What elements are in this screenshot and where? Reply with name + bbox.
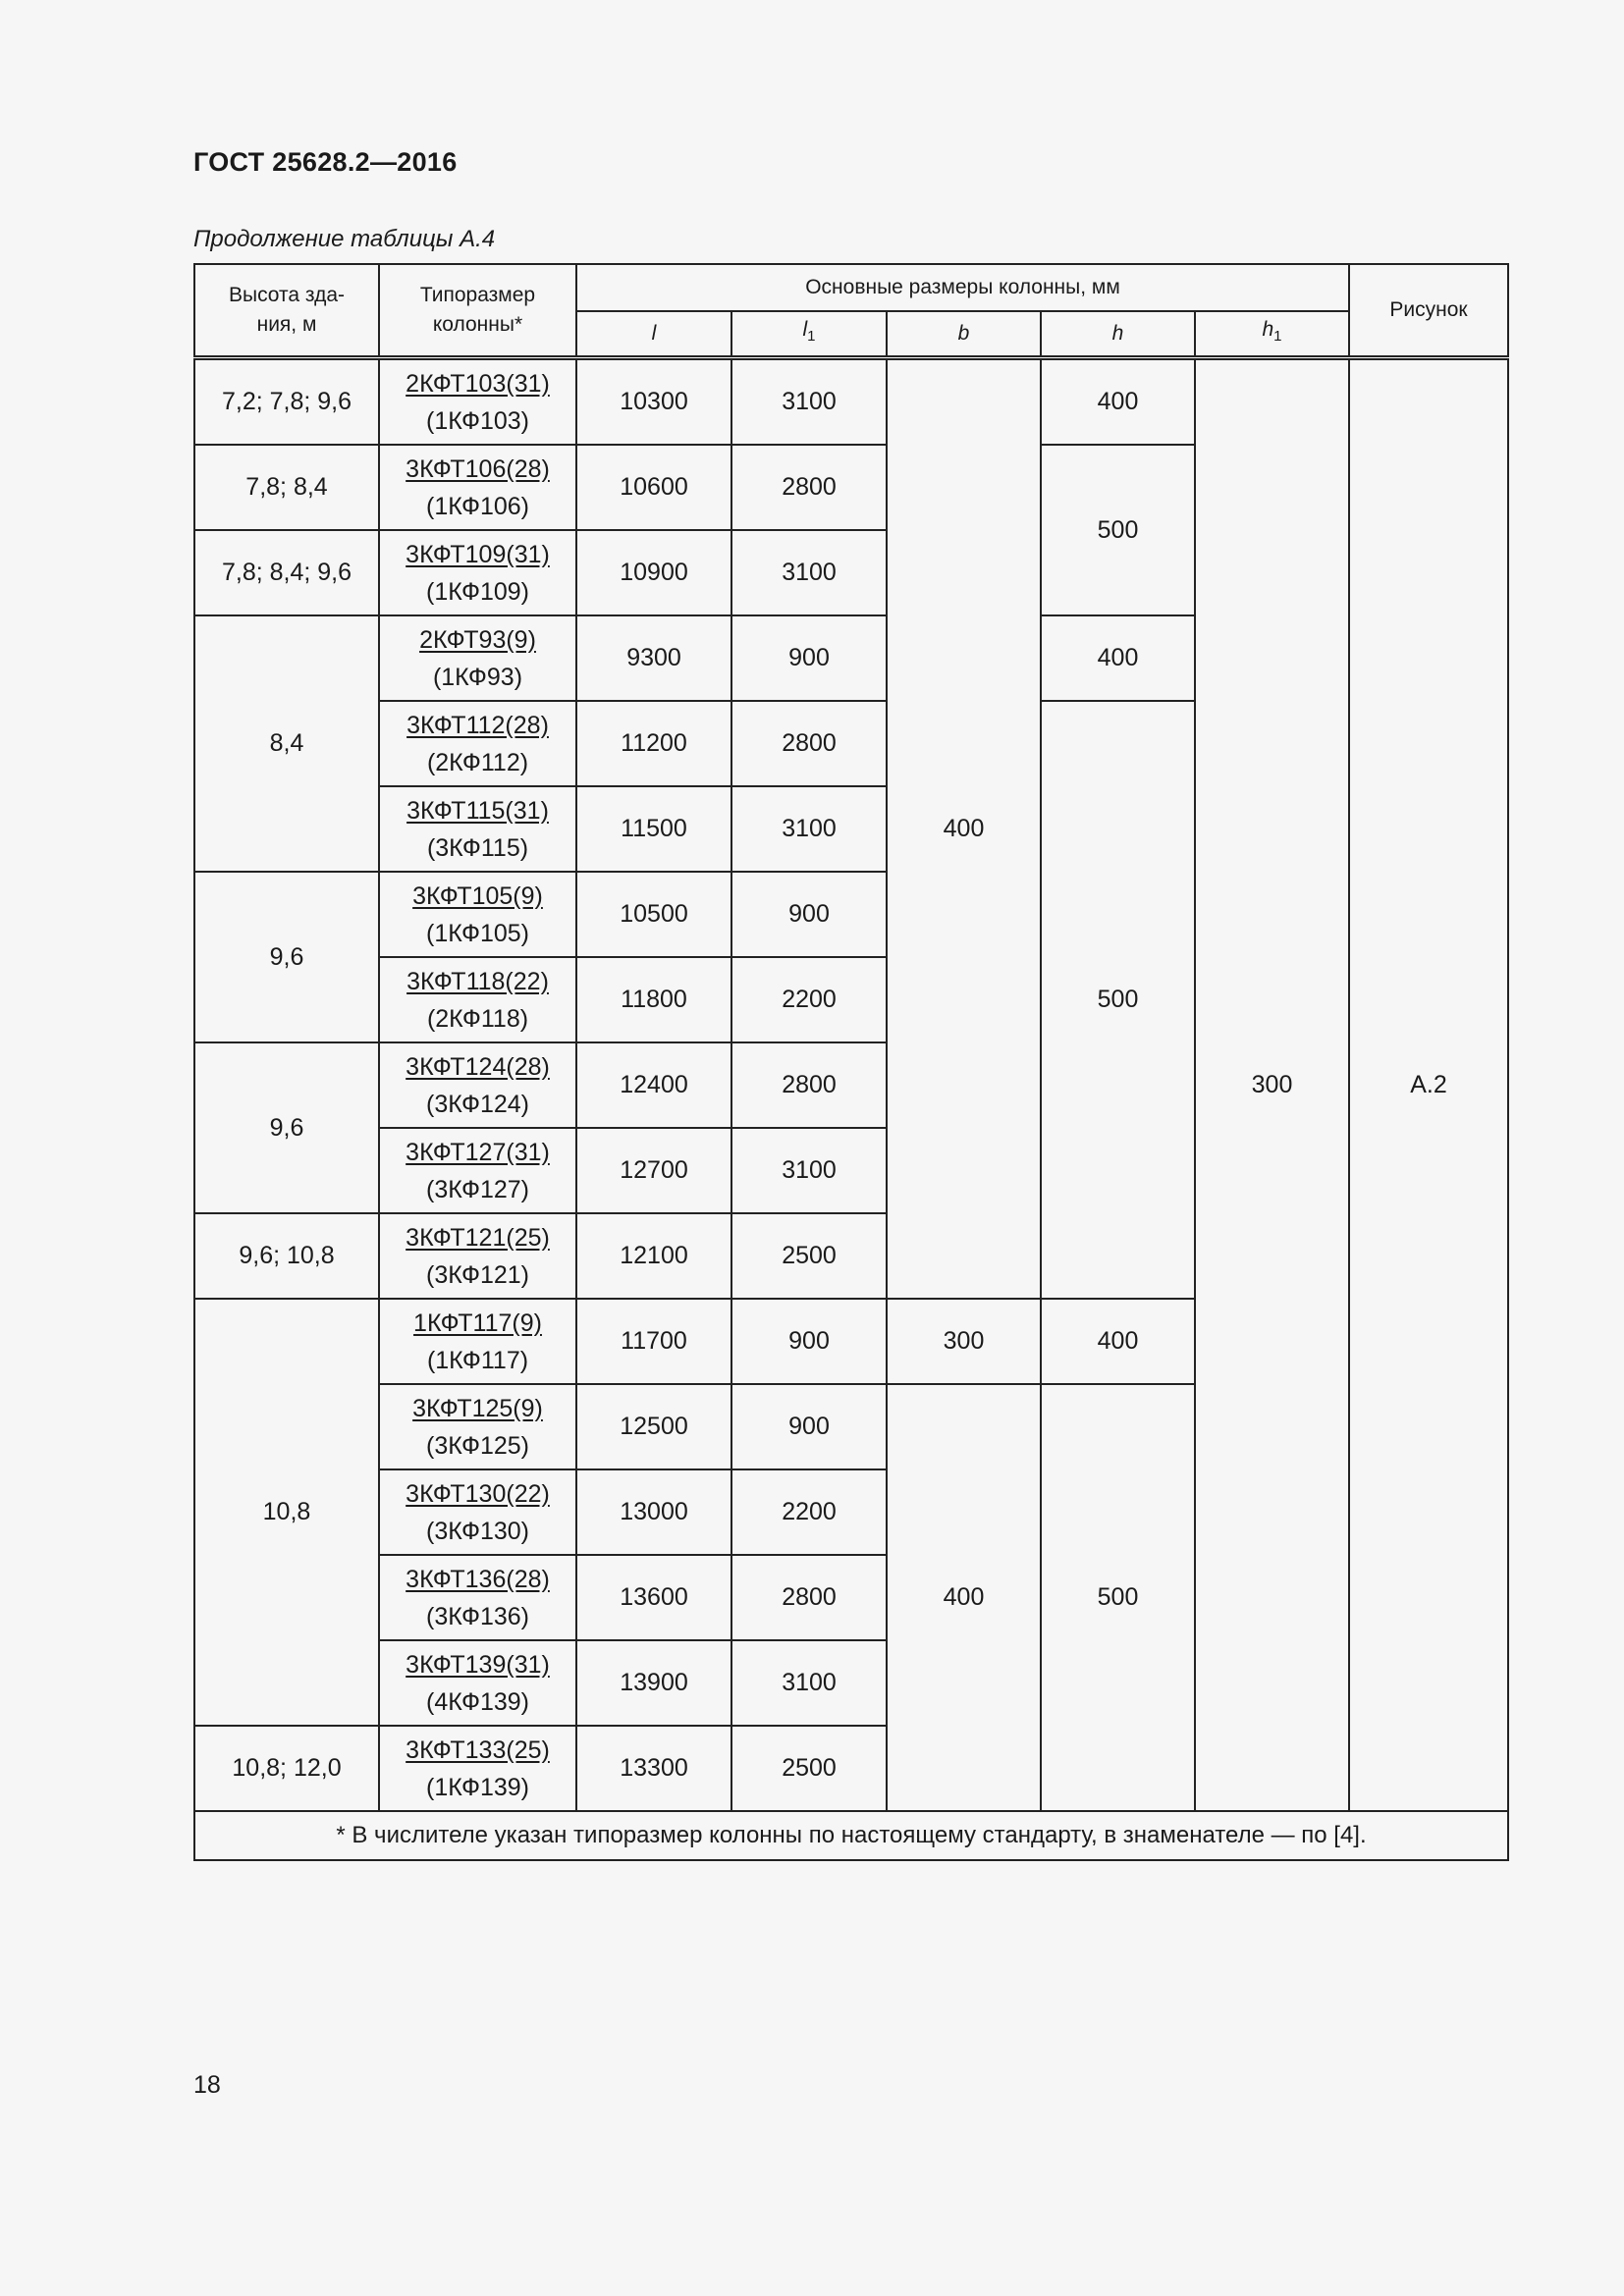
header-l: l — [576, 311, 731, 358]
l1-cell: 2200 — [731, 957, 887, 1042]
height-cell: 7,8; 8,4 — [194, 445, 379, 530]
header-h1: $h_1$ — [1195, 311, 1349, 358]
size-cell: 3КФТ121(25) (3КФ121) — [379, 1213, 576, 1299]
height-cell: 9,6; 10,8 — [194, 1213, 379, 1299]
l-cell: 11200 — [576, 701, 731, 786]
l1-cell: 3100 — [731, 1640, 887, 1726]
height-cell: 8,4 — [194, 615, 379, 872]
l-cell: 13300 — [576, 1726, 731, 1811]
header-figure: Рисунок — [1349, 264, 1508, 358]
b-cell: 300 — [887, 1299, 1041, 1384]
size-cell: 2КФТ103(31) (1КФ103) — [379, 358, 576, 446]
l1-cell: 2500 — [731, 1726, 887, 1811]
l1-cell: 2800 — [731, 445, 887, 530]
l-cell: 9300 — [576, 615, 731, 701]
l1-cell: 2800 — [731, 1555, 887, 1640]
size-cell: 3КФТ112(28) (2КФ112) — [379, 701, 576, 786]
size-cell: 3КФТ109(31) (1КФ109) — [379, 530, 576, 615]
h-cell: 500 — [1041, 445, 1195, 615]
l-cell: 11500 — [576, 786, 731, 872]
l1-cell: 2800 — [731, 1042, 887, 1128]
height-cell: 10,8 — [194, 1299, 379, 1726]
size-cell: 2КФТ93(9) (1КФ93) — [379, 615, 576, 701]
h1-cell: 300 — [1195, 358, 1349, 1812]
document-code: ГОСТ 25628.2—2016 — [193, 147, 458, 177]
h-cell: 500 — [1041, 701, 1195, 1299]
h-cell: 400 — [1041, 615, 1195, 701]
size-cell: 3КФТ124(28) (3КФ124) — [379, 1042, 576, 1128]
l-cell: 13600 — [576, 1555, 731, 1640]
l-cell: 11800 — [576, 957, 731, 1042]
size-cell: 3КФТ105(9) (1КФ105) — [379, 872, 576, 957]
h-cell: 400 — [1041, 358, 1195, 446]
footnote-row — [194, 1811, 1508, 1860]
figure-cell: А.2 — [1349, 358, 1508, 1812]
l-cell: 13900 — [576, 1640, 731, 1726]
header-b: b — [887, 311, 1041, 358]
l1-cell: 2200 — [731, 1469, 887, 1555]
l-cell: 10500 — [576, 872, 731, 957]
size-cell: 3КФТ130(22) (3КФ130) — [379, 1469, 576, 1555]
l-cell: 13000 — [576, 1469, 731, 1555]
size-cell: 3КФТ125(9) (3КФ125) — [379, 1384, 576, 1469]
h-cell: 500 — [1041, 1384, 1195, 1811]
l1-cell: 900 — [731, 615, 887, 701]
header-l1: $l_1$ — [731, 311, 887, 358]
header-h: h — [1041, 311, 1195, 358]
header-main-dimensions: Основные размеры колонны, мм — [576, 264, 1349, 311]
size-cell: 3КФТ139(31) (4КФ139) — [379, 1640, 576, 1726]
l1-cell: 3100 — [731, 358, 887, 446]
size-cell: 3КФТ118(22) (2КФ118) — [379, 957, 576, 1042]
l1-cell: 3100 — [731, 786, 887, 872]
height-cell: 9,6 — [194, 872, 379, 1042]
l1-cell: 900 — [731, 1299, 887, 1384]
l-cell: 12700 — [576, 1128, 731, 1213]
size-cell: 3КФТ127(31) (3КФ127) — [379, 1128, 576, 1213]
table-caption: Продолжение таблицы А.4 — [193, 226, 496, 252]
l-cell: 11700 — [576, 1299, 731, 1384]
l1-cell: 900 — [731, 1384, 887, 1469]
height-cell: 9,6 — [194, 1042, 379, 1213]
size-cell: 3КФТ133(25) (1КФ139) — [379, 1726, 576, 1811]
header-column-size: Типоразмер колонны* — [379, 264, 576, 358]
l1-cell: 3100 — [731, 1128, 887, 1213]
l-cell: 12100 — [576, 1213, 731, 1299]
l-cell: 10300 — [576, 358, 731, 446]
height-cell: 7,2; 7,8; 9,6 — [194, 358, 379, 446]
header-building-height: Высота зда- ния, м — [194, 264, 379, 358]
l-cell: 12400 — [576, 1042, 731, 1128]
l-cell: 10600 — [576, 445, 731, 530]
l1-cell: 900 — [731, 872, 887, 957]
b-cell: 400 — [887, 358, 1041, 1300]
table-row — [194, 358, 1508, 446]
h-cell: 400 — [1041, 1299, 1195, 1384]
columns-table — [193, 263, 1509, 1861]
l-cell: 12500 — [576, 1384, 731, 1469]
size-cell: 3КФТ136(28) (3КФ136) — [379, 1555, 576, 1640]
l-cell: 10900 — [576, 530, 731, 615]
size-cell: 1КФТ117(9) (1КФ117) — [379, 1299, 576, 1384]
size-cell: 3КФТ106(28) (1КФ106) — [379, 445, 576, 530]
footnote: * В числителе указан типоразмер колонны по настоящему стандарту, в знаменателе — по [4]. — [194, 1811, 1508, 1860]
height-cell: 7,8; 8,4; 9,6 — [194, 530, 379, 615]
b-cell: 400 — [887, 1384, 1041, 1811]
height-cell: 10,8; 12,0 — [194, 1726, 379, 1811]
page-number: 18 — [193, 2071, 221, 2099]
l1-cell: 2800 — [731, 701, 887, 786]
l1-cell: 2500 — [731, 1213, 887, 1299]
size-cell: 3КФТ115(31) (3КФ115) — [379, 786, 576, 872]
l1-cell: 3100 — [731, 530, 887, 615]
